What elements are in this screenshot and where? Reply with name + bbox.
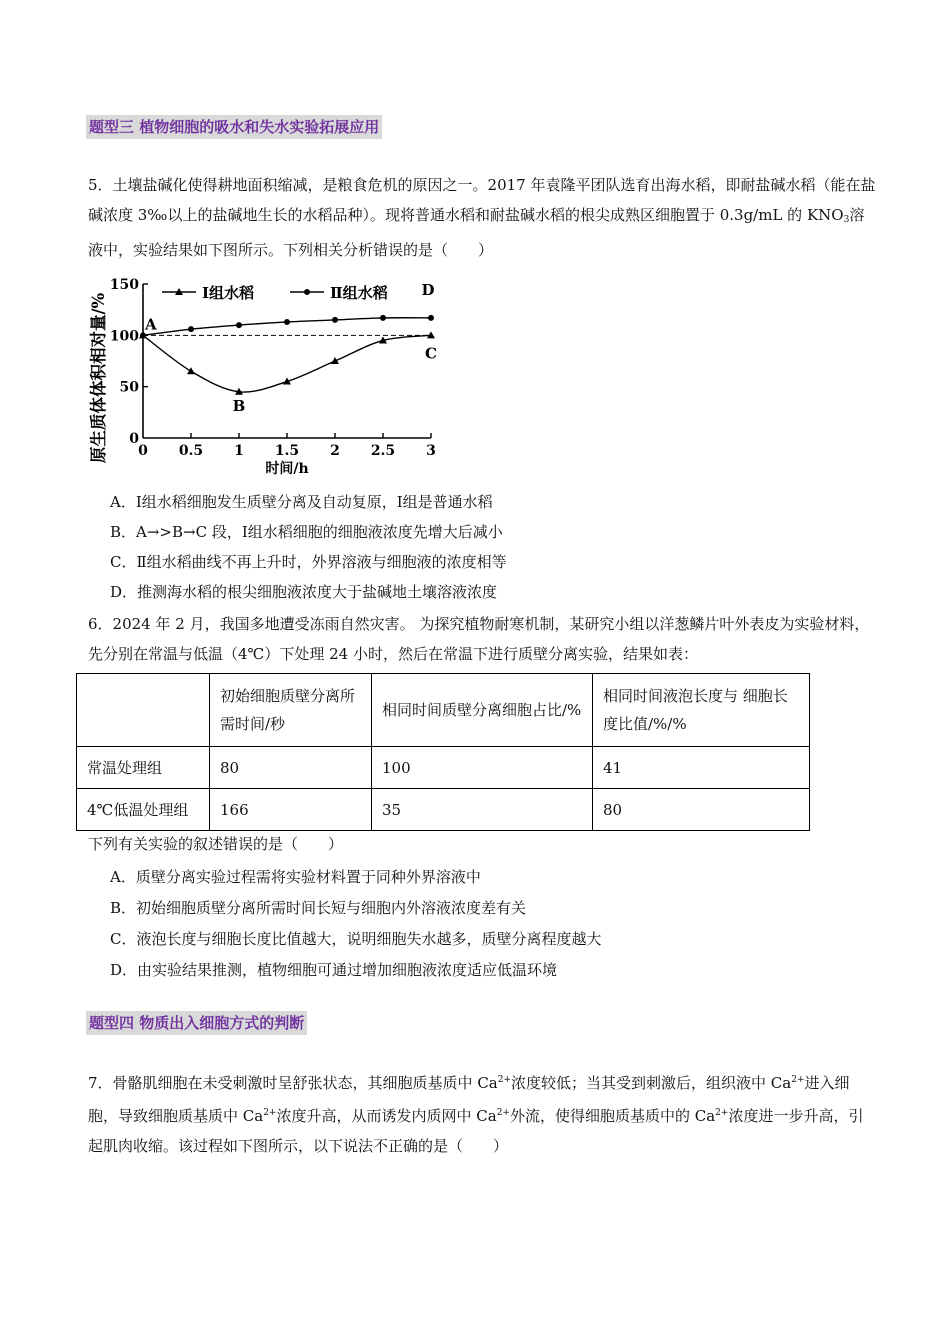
table-cell: 80 — [593, 789, 810, 831]
y-tick-label: 50 — [119, 379, 139, 396]
x-tick-label: 0 — [138, 443, 148, 459]
data-point-circle — [236, 322, 242, 328]
x-tick-label: 2 — [330, 443, 340, 459]
x-tick-label: 0.5 — [178, 443, 204, 459]
q5-option-c: C．Ⅱ组水稻曲线不再上升时，外界溶液与细胞液的浓度相等 — [110, 553, 507, 571]
y-tick-label: 100 — [109, 328, 139, 345]
data-point-triangle — [427, 331, 435, 338]
table-cell: 166 — [210, 789, 372, 831]
data-point-circle — [380, 315, 386, 321]
table-cell: 常温处理组 — [77, 747, 210, 789]
point-label-a: A — [145, 315, 157, 334]
chart-series — [139, 315, 435, 395]
y-tick-label: 0 — [129, 431, 139, 447]
question-6-stem: 6．2024 年 2 月，我国多地遭受冻雨自然灾害。 为探究植物耐寒机制，某研究小组以洋葱鳞片叶外表皮为实验材料，先分别在常温与低温（4℃）下处理 24 小时，然后在常温下进行质壁分离实验，结果如表： — [88, 615, 870, 663]
data-point-circle — [284, 319, 290, 325]
table-cell: 35 — [372, 789, 593, 831]
q6-results-table — [76, 673, 810, 831]
table-header-cell: 相同时间液泡长度与 细胞长度比值/%/% — [593, 674, 810, 747]
section-title-3: 题型三 植物细胞的吸水和失水实验拓展应用 — [86, 115, 382, 139]
data-point-circle — [332, 317, 338, 323]
q5-option-a: A．Ⅰ组水稻细胞发生质壁分离及自动复原，Ⅰ组是普通水稻 — [110, 493, 493, 511]
chart-axes — [88, 277, 436, 477]
legend-label-2: Ⅱ组水稻 — [330, 284, 388, 302]
y-axis-label: 原生质体体积相对量/% — [89, 292, 108, 463]
q5-option-b: B．A→>B→C 段，Ⅰ组水稻细胞的细胞液浓度先增大后减小 — [110, 523, 503, 541]
question-5-chart — [84, 266, 454, 478]
data-point-circle — [304, 289, 310, 295]
table-row — [77, 789, 810, 831]
table-row — [77, 747, 810, 789]
data-point-circle — [428, 315, 434, 321]
q6-option-c: C．液泡长度与细胞长度比值越大，说明细胞失水越多，质壁分离程度越大 — [110, 930, 602, 948]
chart-legend — [162, 284, 388, 302]
table-header-cell: 初始细胞质壁分离所需时间/秒 — [210, 674, 372, 747]
q6-option-a: A．质壁分离实验过程需将实验材料置于同种外界溶液中 — [110, 868, 481, 886]
data-point-triangle — [187, 367, 195, 374]
table-header-cell: 相同时间质壁分离细胞占比/% — [372, 674, 593, 747]
y-tick-label: 150 — [109, 277, 139, 293]
point-label-b: B — [232, 396, 246, 415]
question-5-stem: 5．土壤盐碱化使得耕地面积缩减，是粮食危机的原因之一。2017 年袁隆平团队选育出海水稻，即耐盐碱水稻（能在盐碱浓度 3‰以上的盐碱地生长的水稻品种）。现将普通水稻和耐盐碱水稻的根尖成熟区细胞置于 0.3g/mL 的 $KNO_3$溶液中，实验结果如下图所示。下列相关分析错误的是（ ） — [88, 176, 876, 259]
x-tick-label: 1.5 — [274, 443, 300, 459]
table-header-cell — [77, 674, 210, 747]
point-label-c: C — [425, 344, 437, 363]
x-tick-label: 3 — [426, 443, 436, 459]
x-axis-label: 时间/h — [265, 461, 309, 477]
point-label-d: D — [421, 280, 435, 299]
x-tick-label: 1 — [234, 443, 244, 459]
section-title-4: 题型四 物质出入细胞方式的判断 — [86, 1011, 307, 1035]
table-cell: 41 — [593, 747, 810, 789]
question-7-stem: 7．骨骼肌细胞在未受刺激时呈舒张状态，其细胞质基质中 $Ca^{2+}$浓度较低；当其受到刺激后，组织液中 $Ca^{2+}$进入细胞，导致细胞质基质中 $Ca^{2+}$浓度升高，从而诱发内质网中 $Ca^{2+}$外流，使得细胞质基质中的 $Ca^{2+}$浓度进一步升高，引起肌肉收缩。该过程如下图所示，以下说法不正确的是（ ） — [88, 1074, 864, 1155]
table-cell: 80 — [210, 747, 372, 789]
table-cell: 100 — [372, 747, 593, 789]
chart-labels — [144, 281, 437, 415]
q5-option-d: D．推测海水稻的根尖细胞液浓度大于盐碱地土壤溶液浓度 — [110, 583, 498, 601]
table-cell: 4℃低温处理组 — [77, 789, 210, 831]
legend-label-1: Ⅰ组水稻 — [202, 284, 255, 302]
x-tick-label: 2.5 — [370, 443, 396, 459]
table-header-row — [77, 674, 810, 747]
q6-question: 下列有关实验的叙述错误的是（ ） — [88, 835, 344, 853]
q6-option-b: B．初始细胞质壁分离所需时间长短与细胞内外溶液浓度差有关 — [110, 899, 527, 917]
q6-option-d: D．由实验结果推测，植物细胞可通过增加细胞液浓度适应低温环境 — [110, 961, 558, 979]
data-point-circle — [188, 326, 194, 332]
